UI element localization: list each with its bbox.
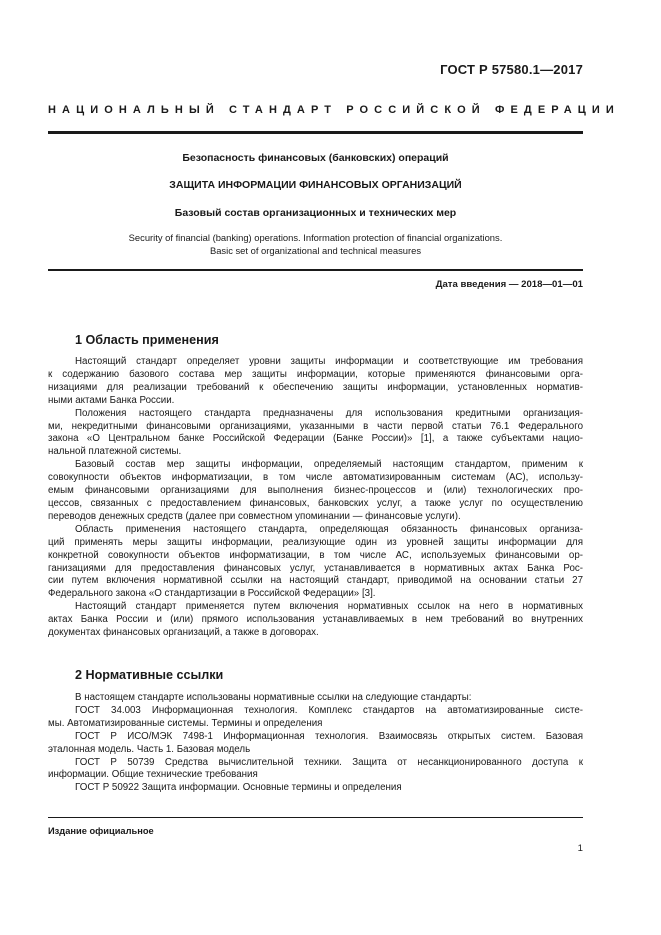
text-line: конкретной совокупности объектов информатизации, в том числе АС, используемых финансовыми ор-	[48, 549, 583, 561]
text-line: В настоящем стандарте использованы нормативные ссылки на следующие стандарты:	[75, 692, 472, 703]
title-line-1: Безопасность финансовых (банковских) операций	[182, 152, 449, 164]
text-line: ганизациями для предоставления финансовых услуг, устанавливается в нормативных актах Банка Рос-	[48, 562, 583, 574]
text-line: информации. Общие технические требования	[48, 769, 258, 781]
text-line: цессов, связанных с предоставлением финансовых, банковских услуг, а также услуг по осуществлению	[48, 497, 583, 509]
text-line: Базовый состав мер защиты информации, определяемый настоящим стандартом, применим к	[75, 459, 583, 471]
text-line: ными актами Банка России.	[48, 394, 175, 406]
page-number: 1	[577, 843, 583, 854]
text-line: емым финансовыми организациями для выполнения бизнес-процессов и (или) технологических про-	[48, 485, 583, 497]
text-line: эталонная модель. Часть 1. Базовая модель	[48, 743, 251, 755]
title-line-3: Базовый состав организационных и технических мер	[174, 207, 457, 219]
national-standard-banner: НАЦИОНАЛЬНЫЙ СТАНДАРТ РОССИЙСКОЙ ФЕДЕРАЦИИ	[48, 104, 620, 116]
text-line: ГОСТ Р ИСО/МЭК 7498-1 Информационная технология. Взаимосвязь открытых систем. Базовая	[75, 730, 583, 742]
section-2-heading: 2 Нормативные ссылки	[75, 668, 224, 682]
text-line: переводов денежных средств (далее при совместном упоминании — финансовые услуги).	[48, 510, 461, 522]
text-line: Настоящий стандарт определяет уровни защиты информации и соответствующие им требования	[75, 356, 583, 367]
header-divider	[48, 131, 583, 134]
section-2-body	[48, 692, 583, 795]
text-line: документах финансовых организаций, а также в договорах.	[48, 627, 319, 639]
english-title-line-2: Basic set of organizational and technical measures	[209, 244, 422, 256]
text-line: ми, некредитными финансовыми организациями, указанными в части первой статьи 76.1 Федерального	[48, 420, 583, 432]
text-line: ГОСТ Р 50922 Защита информации. Основные термины и определения	[75, 782, 402, 794]
text-line: сии путем включения нормативной ссылки на настоящий стандарт, приводимой на основании статьи 27	[48, 575, 583, 587]
text-line: ций применять меры защиты информации, реализующие один из уровней защиты информации для	[48, 536, 583, 548]
title-divider	[48, 269, 583, 271]
text-line: нальной платежной системы.	[48, 446, 182, 458]
text-line: Положения настоящего стандарта предназначены для использования кредитными организация-	[75, 407, 583, 419]
text-line: Федерального закона «О стандартизации в Российской Федерации» [3].	[48, 588, 376, 600]
official-edition-note: Издание официальное	[48, 826, 154, 836]
text-line: к содержанию базового состава мер защиты информации, которые применяются финансовыми орга-	[48, 368, 583, 380]
text-line: Область применения настоящего стандарта, определяющая обязанность финансовых организа-	[75, 523, 583, 535]
text-line: актах Банка России и (или) прямого использования устанавливаемых в нем требований во внутренних	[48, 614, 583, 626]
english-title-line-1: Security of financial (banking) operations. Information protection of financial organizations.	[128, 232, 503, 243]
text-line: низациями для реализации требований к обеспечению защиты информации, установленных норматив-	[48, 381, 583, 393]
introduction-date: Дата введения — 2018—01—01	[435, 279, 583, 290]
section-1-heading: 1 Область применения	[75, 333, 219, 347]
english-title	[48, 232, 583, 257]
text-line: ГОСТ Р 50739 Средства вычислительной техники. Защита от несанкционированного доступа к	[75, 756, 583, 768]
text-line: Настоящий стандарт применяется путем включения нормативных ссылок на него в нормативных	[75, 601, 583, 613]
section-1-body	[48, 356, 583, 640]
title-line-2: ЗАЩИТА ИНФОРМАЦИИ ФИНАНСОВЫХ ОРГАНИЗАЦИЙ	[169, 179, 462, 191]
text-line: совокупности объектов информатизации, в том числе автоматизированным системам (АС), использу-	[48, 472, 583, 484]
footer-divider	[48, 817, 583, 818]
text-line: мы. Автоматизированные системы. Термины и определения	[48, 717, 323, 729]
document-code: ГОСТ Р 57580.1—2017	[440, 62, 583, 77]
text-line: закона «О Центральном банке Российской Федерации (Банке России)» [1], а также субъектами нацио-	[48, 433, 583, 445]
text-line: ГОСТ 34.003 Информационная технология. Комплекс стандартов на автоматизированные систе-	[75, 704, 583, 716]
